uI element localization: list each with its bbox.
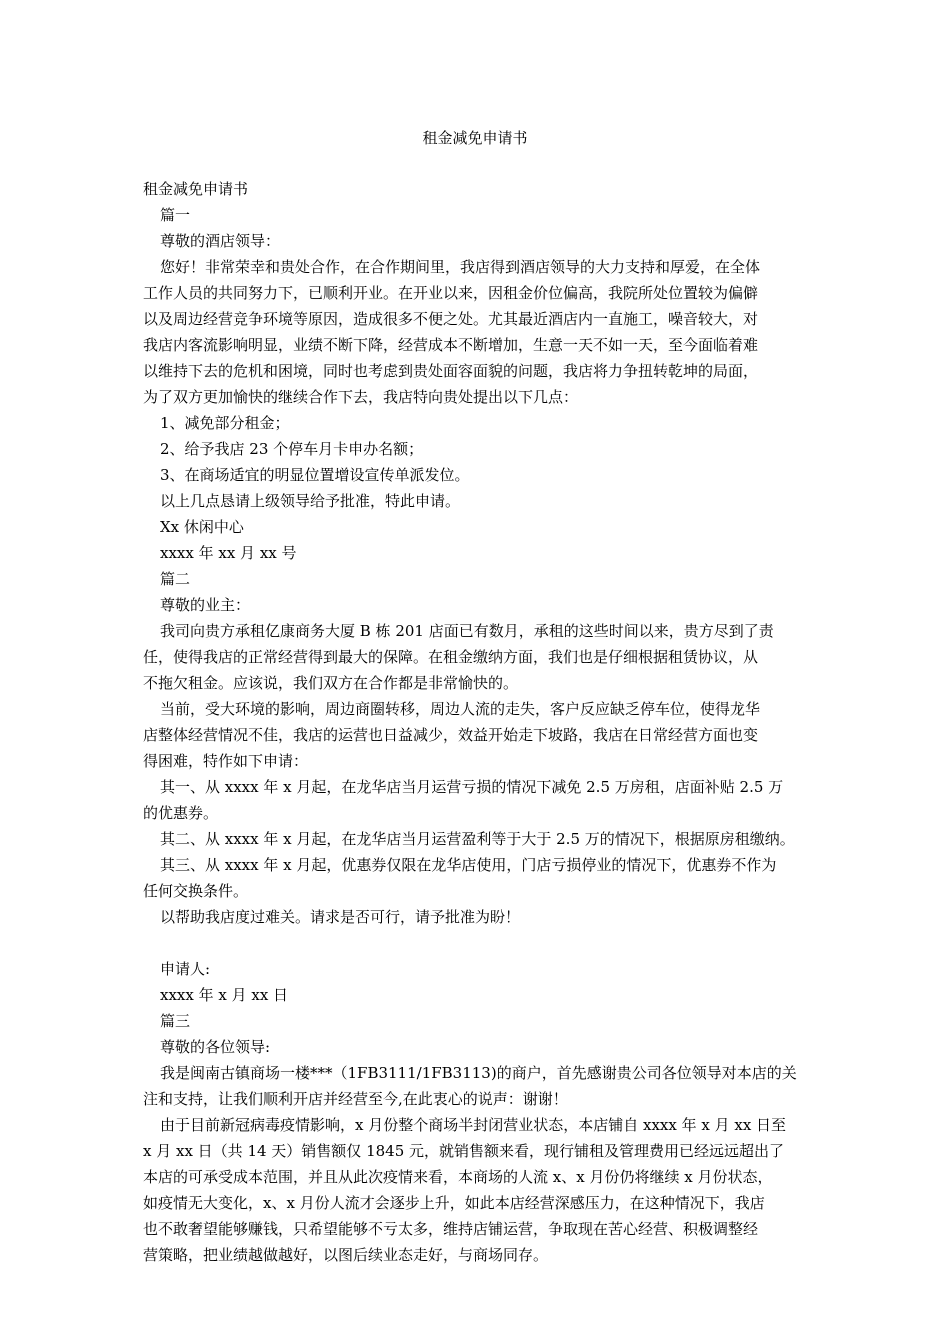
body-line: 也不敢奢望能够赚钱，只希望能够不亏太多，维持店铺运营，争取现在苦心经营、积极调整经 bbox=[143, 1220, 759, 1238]
body-paragraph bbox=[143, 618, 813, 696]
body-paragraph bbox=[143, 852, 813, 904]
body-line: 不拖欠租金。应该说，我们双方在合作都是非常愉快的。 bbox=[143, 674, 519, 692]
salutation: 尊敬的各位领导: bbox=[160, 1038, 271, 1056]
section-2 bbox=[143, 566, 813, 1008]
section-heading: 篇一 bbox=[160, 206, 191, 224]
body-paragraph bbox=[143, 696, 813, 774]
body-paragraph bbox=[143, 1112, 813, 1268]
closing-text: 以上几点恳请上级领导给予批准，特此申请。 bbox=[160, 492, 461, 510]
body-line: 任何交换条件。 bbox=[143, 882, 249, 900]
applicant-label: 申请人: bbox=[160, 960, 211, 978]
body-line: 注和支持，让我们顺利开店并经营至今,在此衷心的说声：谢谢！ bbox=[143, 1090, 568, 1108]
body-line: 您好！非常荣幸和贵处合作，在合作期间里，我店得到酒店领导的大力支持和厚爱，在全体 bbox=[160, 258, 761, 276]
list-item: 1、减免部分租金； bbox=[160, 414, 290, 432]
signer: Xx 休闲中心 bbox=[160, 518, 244, 536]
salutation: 尊敬的酒店领导： bbox=[160, 232, 281, 250]
body-line: 营策略，把业绩越做越好，以图后续业态走好，与商场同存。 bbox=[143, 1246, 549, 1264]
closing-text: 以帮助我店度过难关。请求是否可行，请予批准为盼！ bbox=[160, 908, 521, 926]
body-line: 我店内客流影响明显，业绩不断下降，经营成本不断增加，生意一天不如一天，至今面临着难 bbox=[143, 336, 759, 354]
body-line: 由于目前新冠病毒疫情影响，x 月份整个商场半封闭营业状态，本店铺自 xxxx 年 x 月 xx 日至 bbox=[160, 1116, 787, 1134]
section-heading: 篇三 bbox=[160, 1012, 191, 1030]
body-line: 任，使得我店的正常经营得到最大的保障。在租金缴纳方面，我们也是仔细根据租赁协议，从 bbox=[143, 648, 759, 666]
body-paragraph bbox=[143, 826, 813, 852]
body-paragraph bbox=[143, 774, 813, 826]
body-line: 我是闽南古镇商场一楼***（1FB3111/1FB3113)的商户，首先感谢贵公司各位领导对本店的关 bbox=[160, 1064, 797, 1082]
date: xxxx 年 x 月 xx 日 bbox=[160, 986, 289, 1004]
body-line: 为了双方更加愉快的继续合作下去，我店特向贵处提出以下几点： bbox=[143, 388, 579, 406]
body-line: x 月 xx 日（共 14 天）销售额仅 1845 元，就销售额来看，现行铺租及管理费用已经远远超出了 bbox=[143, 1142, 785, 1160]
document-content bbox=[143, 176, 813, 1268]
blank-line bbox=[143, 930, 813, 956]
body-line: 店整体经营情况不佳，我店的运营也日益减少，效益开始走下坡路，我店在日常经营方面也变 bbox=[143, 726, 759, 744]
date: xxxx 年 xx 月 xx 号 bbox=[160, 544, 297, 562]
body-line: 其一、从 xxxx 年 x 月起，在龙华店当月运营亏损的情况下减免 2.5 万房租，店面补贴 2.5 万 bbox=[160, 778, 784, 796]
body-paragraph bbox=[143, 254, 813, 410]
body-line: 本店的可承受成本范围，并且从此次疫情来看，本商场的人流 x、x 月份仍将继续 x 月份状态， bbox=[143, 1168, 773, 1186]
section-1 bbox=[143, 202, 813, 566]
section-heading: 篇二 bbox=[160, 570, 191, 588]
body-line: 如疫情无大变化，x、x 月份人流才会逐步上升，如此本店经营深感压力，在这种情况下，我店 bbox=[143, 1194, 765, 1212]
list-item: 3、在商场适宜的明显位置增设宣传单派发位。 bbox=[160, 466, 470, 484]
body-line: 当前，受大环境的影响，周边商圈转移，周边人流的走失，客户反应缺乏停车位，使得龙华 bbox=[160, 700, 761, 718]
body-line: 得困难，特作如下申请： bbox=[143, 752, 309, 770]
body-line: 以及周边经营竞争环境等原因，造成很多不便之处。尤其最近酒店内一直施工，噪音较大，对 bbox=[143, 310, 759, 328]
body-line: 其三、从 xxxx 年 x 月起，优惠券仅限在龙华店使用，门店亏损停业的情况下，优惠券不作为 bbox=[160, 856, 777, 874]
body-line: 以维持下去的危机和困境，同时也考虑到贵处面容面貌的问题，我店将力争扭转乾坤的局面， bbox=[143, 362, 759, 380]
body-line: 的优惠券。 bbox=[143, 804, 219, 822]
page-title: 租金减免申请书 bbox=[422, 129, 528, 147]
body-line: 工作人员的共同努力下，已顺利开业。在开业以来，因租金价位偏高，我院所处位置较为偏僻 bbox=[143, 284, 759, 302]
body-paragraph bbox=[143, 1060, 813, 1112]
list-item: 2、给予我店 23 个停车月卡申办名额； bbox=[160, 440, 424, 458]
body-line: 其二、从 xxxx 年 x 月起，在龙华店当月运营盈利等于大于 2.5 万的情况下，根据原房租缴纳。 bbox=[160, 830, 795, 848]
salutation: 尊敬的业主： bbox=[160, 596, 251, 614]
section-3 bbox=[143, 1008, 813, 1268]
body-line: 我司向贵方承租亿康商务大厦 B 栋 201 店面已有数月，承租的这些时间以来，贵方尽到了责 bbox=[160, 622, 774, 640]
document-subtitle: 租金减免申请书 bbox=[143, 180, 249, 198]
